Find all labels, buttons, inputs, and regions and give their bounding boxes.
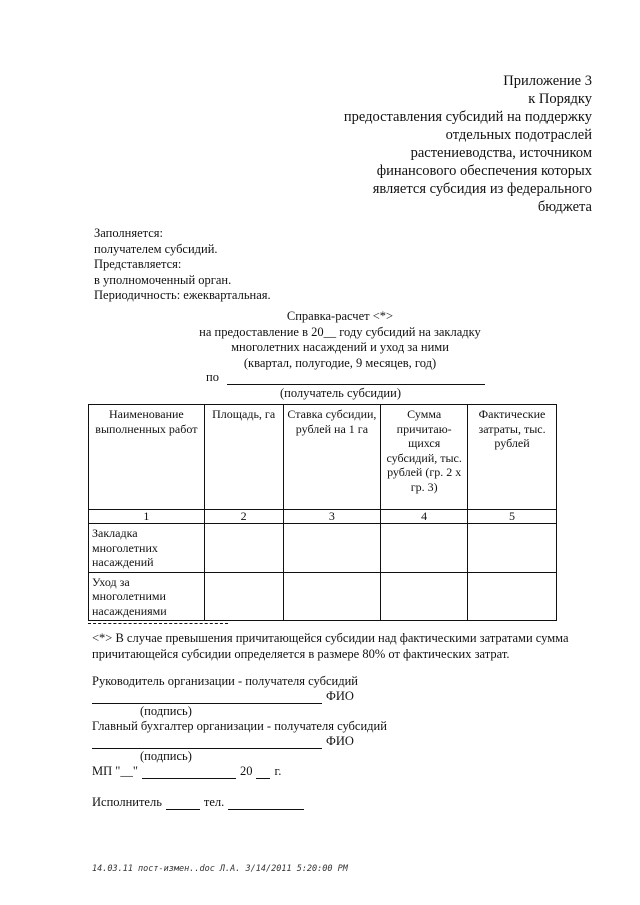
executor-block: [92, 795, 304, 810]
month-field[interactable]: [142, 768, 236, 779]
table-header-cell: Фактические затраты, тыс. рублей: [468, 405, 557, 510]
year-field[interactable]: [256, 768, 270, 779]
head-signature-row: [92, 689, 358, 704]
executor-field[interactable]: [166, 799, 200, 810]
table-row: [89, 572, 557, 621]
table-row: [89, 524, 557, 573]
head-signature-label: Руководитель организации - получателя субсидий: [92, 674, 358, 688]
accountant-signature-label: Главный бухгалтер организации - получателя субсидий: [92, 719, 387, 733]
row-label: Закладка многолетних насаждений: [89, 524, 205, 573]
po-label: по: [206, 370, 219, 384]
appendix-line: к Порядку: [528, 91, 592, 107]
appendix-line: является субсидия из федерального: [372, 181, 592, 197]
calculation-table: [88, 404, 557, 621]
appendix-heading: [292, 72, 592, 216]
appendix-line: отдельных подотраслей: [445, 127, 592, 143]
year-prefix: 20: [239, 764, 253, 778]
stamp-date-row: [92, 764, 281, 779]
column-number-row: [89, 510, 557, 524]
executor-label: Исполнитель: [92, 795, 162, 809]
appendix-line: предоставления субсидий на поддержку: [343, 109, 592, 125]
head-fio-label: ФИО: [326, 689, 354, 703]
row-label: Уход за многолетними насаждениями: [89, 572, 205, 621]
filing-info: [94, 226, 271, 304]
accountant-signature-row: [92, 734, 387, 749]
head-signature-field[interactable]: [92, 693, 322, 704]
head-signature-block: [92, 674, 358, 719]
form-subtitle-line: (квартал, полугодие, 9 месяцев, год): [243, 355, 437, 370]
accountant-signature-block: [92, 719, 387, 764]
document-footer: 14.03.11 пост-измен..doc Л.А. 3/14/2011 5:20:00 PM: [92, 864, 348, 874]
area-cell[interactable]: [204, 572, 283, 621]
subsidy-sum-cell[interactable]: [381, 572, 468, 621]
form-subtitle-line: на предоставление в 20__ году субсидий на закладку: [199, 324, 481, 339]
appendix-line: бюджета: [537, 199, 592, 215]
head-podpis-caption: (подпись): [140, 704, 192, 718]
form-title: Справка-расчет <*>: [286, 309, 394, 323]
filing-info-line: Заполняется:: [94, 226, 164, 240]
filing-info-line: получателем субсидий.: [94, 241, 218, 256]
table-header-cell: Сумма причитаю-щихся субсидий, тыс. рублей (гр. 2 х гр. 3): [381, 405, 468, 510]
rate-cell[interactable]: [283, 572, 381, 621]
form-subtitle-line: многолетних насаждений и уход за ними: [231, 340, 449, 354]
actual-costs-cell[interactable]: [468, 572, 557, 621]
executor-row: [92, 795, 304, 810]
year-suffix: г.: [274, 764, 282, 778]
accountant-fio-label: ФИО: [326, 734, 354, 748]
stamp-date-block: [92, 764, 281, 779]
column-number: 2: [204, 510, 283, 524]
recipient-field[interactable]: [227, 372, 485, 385]
form-title-block: [150, 309, 530, 371]
accountant-podpis-caption: (подпись): [140, 749, 192, 763]
filing-info-line: Периодичность: ежеквартальная.: [94, 288, 271, 302]
recipient-row: [206, 370, 485, 385]
table-header-cell: Площадь, га: [204, 405, 283, 510]
appendix-line: Приложение 3: [503, 73, 592, 89]
footnote-divider: [88, 623, 228, 624]
column-number: 4: [381, 510, 468, 524]
area-cell[interactable]: [204, 524, 283, 573]
appendix-line: финансового обеспечения которых: [376, 163, 592, 179]
phone-label: тел.: [203, 795, 225, 809]
phone-field[interactable]: [228, 799, 304, 810]
column-number: 1: [89, 510, 205, 524]
table-header-cell: Наименование выполненных работ: [89, 405, 205, 510]
column-number: 5: [468, 510, 557, 524]
filing-info-line: Представляется:: [94, 257, 182, 271]
footnote: <*> В случае превышения причитающейся субсидии над фактическими затратами сумма причитающейся субсидии определяется в размере 80% от фактических затрат.: [92, 631, 569, 661]
filing-info-line: в уполномоченный орган.: [94, 272, 232, 287]
accountant-signature-field[interactable]: [92, 738, 322, 749]
table-header-cell: Ставка субсидии, рублей на 1 га: [283, 405, 381, 510]
appendix-line: растениеводства, источником: [410, 145, 592, 161]
rate-cell[interactable]: [283, 524, 381, 573]
actual-costs-cell[interactable]: [468, 524, 557, 573]
mp-label: МП "__": [92, 764, 138, 778]
table-header-row: [89, 405, 557, 510]
column-number: 3: [283, 510, 381, 524]
subsidy-sum-cell[interactable]: [381, 524, 468, 573]
recipient-caption: (получатель субсидии): [280, 386, 401, 400]
